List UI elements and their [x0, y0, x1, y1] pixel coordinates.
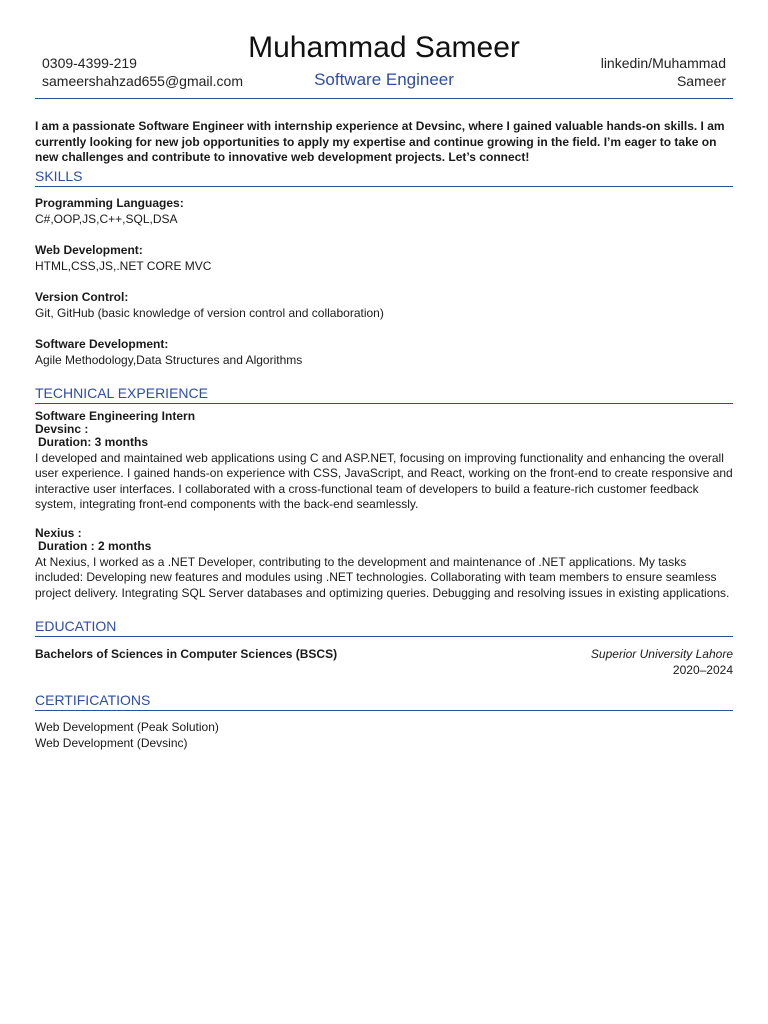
education-entry [35, 637, 733, 678]
skill-item [35, 242, 733, 274]
candidate-role: Software Engineer [314, 70, 454, 89]
linkedin-info [576, 54, 726, 90]
skill-label: Programming Languages: [35, 195, 184, 210]
degree-name: Bachelors of Sciences in Computer Sciences (BSCS) [35, 647, 338, 661]
candidate-name: Muhammad Sameer [248, 31, 520, 64]
certification-item: Web Development (Devsinc) [35, 736, 188, 750]
email-address: sameershahzad655@gmail.com [42, 73, 243, 89]
skill-item [35, 195, 733, 227]
job-company: Nexius : [35, 525, 82, 540]
section-title-education: EDUCATION [35, 618, 733, 637]
job-company: Devsinc : [35, 421, 89, 436]
resume-header [35, 0, 733, 99]
skill-value: HTML,CSS,JS,.NET CORE MVC [35, 258, 212, 273]
skill-value: Agile Methodology,Data Structures and Algorithms [35, 352, 303, 367]
skill-item [35, 289, 733, 321]
skill-label: Version Control: [35, 289, 129, 304]
skill-label: Software Development: [35, 336, 169, 351]
skill-value: Git, GitHub (basic knowledge of version control and collaboration) [35, 305, 384, 320]
job-duration: Duration : 2 months [38, 538, 152, 553]
education-years: 2020–2024 [672, 663, 733, 677]
skill-label: Web Development: [35, 242, 143, 257]
linkedin-line-1: linkedin/Muhammad [600, 55, 726, 71]
summary-paragraph: I am a passionate Software Engineer with internship experience at Devsinc, where I gained valuable hands-on skills. I am currently looking for new job opportunities to apply my expertise and continue growing in the field. I’m eager to take on new challenges and contribute to innovative web development projects. Let’s connect! [35, 119, 725, 164]
certifications-section [35, 692, 733, 751]
section-title-certifications: CERTIFICATIONS [35, 692, 733, 711]
job-description: I developed and maintained web applications using C and ASP.NET, focusing on improving functionality and enhancing the overall user experience. I gained hands-on experience with CSS, JavaScript, and React, working on the front-end to create responsive and interactive user interfaces. I collaborated with a cross-functional team of developers to build a feature-rich customer feedback system, integrating front-end components with the back-end seamlessly. [35, 450, 733, 511]
linkedin-line-2: Sameer [676, 73, 726, 89]
skill-item [35, 336, 733, 368]
section-title-experience: TECHNICAL EXPERIENCE [35, 385, 733, 404]
phone-number: 0309-4399-219 [42, 55, 137, 71]
skills-section [35, 168, 733, 368]
school-name: Superior University Lahore [590, 647, 733, 661]
experience-section [35, 385, 733, 602]
job-duration: Duration: 3 months [38, 434, 148, 449]
skill-value: C#,OOP,JS,C++,SQL,DSA [35, 211, 178, 226]
job-entry [35, 527, 733, 602]
job-position: Software Engineering Intern [35, 408, 196, 423]
section-title-skills: SKILLS [35, 168, 733, 187]
resume-page [35, 0, 733, 751]
job-entry [35, 410, 733, 513]
education-section [35, 618, 733, 678]
certification-item: Web Development (Peak Solution) [35, 720, 219, 734]
job-description: At Nexius, I worked as a .NET Developer, contributing to the development and maintenance of .NET applications. My tasks included: Developing new features and modules using .NET technologies. Collaborating with team members to ensure seamless project delivery. Integrating SQL Server databases and optimizing queries. Debugging and resolving issues in existing applications. [35, 554, 730, 600]
